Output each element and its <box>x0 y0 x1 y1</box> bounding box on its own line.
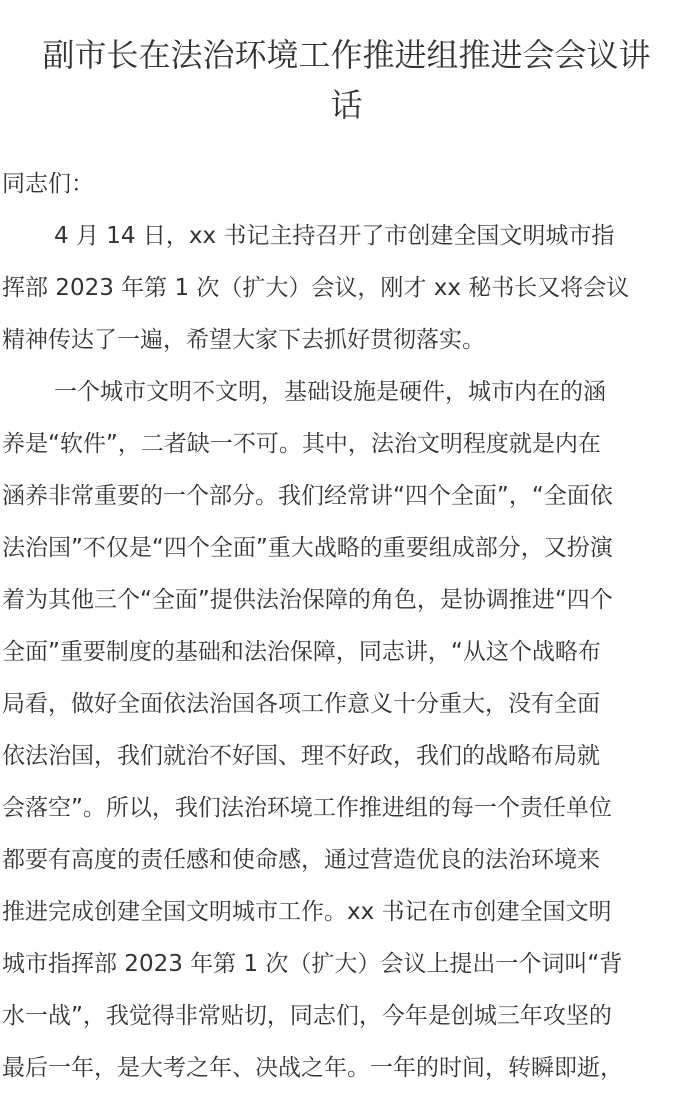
salutation: 同志们： <box>2 171 94 197</box>
paragraph-line: 最后一年，是大考之年、决战之年。一年的时间，转瞬即逝， <box>2 1055 623 1081</box>
paragraph-line: 精神传达了一遍，希望大家下去抓好贯彻落实。 <box>2 327 485 353</box>
paragraph-line: 城市指挥部 2023 年第 1 次（扩大）会议上提出一个词叫“背 <box>2 951 623 977</box>
title-line-2: 话 <box>330 86 363 124</box>
paragraph-line: 推进完成创建全国文明城市工作。xx 书记在市创建全国文明 <box>2 899 612 925</box>
paragraph-line: 挥部 2023 年第 1 次（扩大）会议，刚才 xx 秘书长又将会议 <box>2 275 630 301</box>
paragraph-line: 都要有高度的责任感和使命感，通过营造优良的法治环境来 <box>2 847 600 873</box>
paragraph-line: 4 月 14 日，xx 书记主持召开了市创建全国文明城市指 <box>54 223 615 249</box>
paragraph-line: 法治国”不仅是“四个全面”重大战略的重要组成部分，又扮演 <box>2 535 613 561</box>
document-body <box>2 158 692 1094</box>
document-title <box>0 0 693 130</box>
paragraph-line: 涵养非常重要的一个部分。我们经常讲“四个全面”，“全面依 <box>2 483 613 509</box>
paragraph-line: 会落空”。所以，我们法治环境工作推进组的每一个责任单位 <box>2 795 612 821</box>
paragraph-line: 水一战”，我觉得非常贴切，同志们，今年是创城三年攻坚的 <box>2 1003 612 1029</box>
paragraph-line: 局看，做好全面依法治国各项工作意义十分重大，没有全面 <box>2 691 600 717</box>
title-line-1: 副市长在法治环境工作推进组推进会会议讲 <box>42 36 651 74</box>
paragraph-line: 一个城市文明不文明，基础设施是硬件，城市内在的涵 <box>54 379 606 405</box>
paragraph-1 <box>2 210 692 366</box>
paragraph-line: 养是“软件”，二者缺一不可。其中，法治文明程度就是内在 <box>2 431 601 457</box>
paragraph-line: 全面”重要制度的基础和法治保障，同志讲，“从这个战略布 <box>2 639 601 665</box>
paragraph-2 <box>2 366 692 1094</box>
paragraph-line: 着为其他三个“全面”提供法治保障的角色，是协调推进“四个 <box>2 587 613 613</box>
paragraph-line: 依法治国，我们就治不好国、理不好政，我们的战略布局就 <box>2 743 600 769</box>
